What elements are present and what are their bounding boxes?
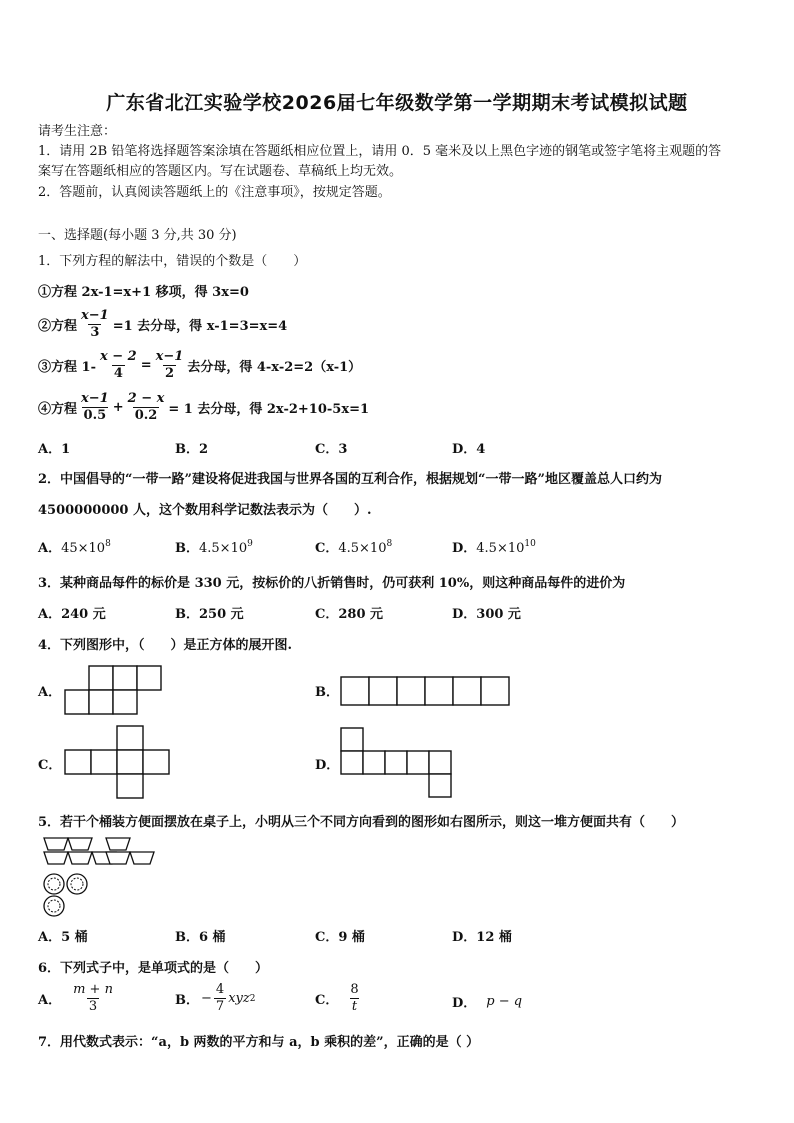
fraction-numerator: x−1 bbox=[81, 308, 109, 323]
q1-item-4-fraction-1 bbox=[79, 391, 111, 424]
cup-shape bbox=[106, 852, 130, 864]
q1-item-4-prefix: ④方程 bbox=[38, 402, 78, 417]
option-label: B． bbox=[175, 541, 199, 556]
fraction-numerator: 2 − x bbox=[127, 391, 165, 406]
cup-top-circle bbox=[67, 874, 87, 894]
net-square bbox=[91, 750, 117, 774]
option-label: A． bbox=[38, 541, 62, 556]
q1-option-d: D．4 bbox=[452, 442, 486, 457]
option-label: C． bbox=[315, 993, 339, 1008]
cup-shape bbox=[44, 838, 68, 850]
option-value: 4.5×10 bbox=[476, 541, 525, 556]
q3-option-c: C．280 元 bbox=[315, 607, 384, 622]
q1-item-2-prefix: ②方程 bbox=[38, 319, 78, 334]
net-square bbox=[65, 750, 91, 774]
q1-item-3-equals: = bbox=[140, 358, 152, 373]
fraction-denominator: 4 bbox=[113, 366, 123, 381]
cube-net-c-figure bbox=[64, 725, 174, 801]
q5-option-a: A．5 桶 bbox=[38, 930, 88, 945]
notice-line-1b: 案写在答题纸相应的答题区内。写在试题卷、草稿纸上均无效。 bbox=[38, 164, 403, 179]
net-square bbox=[143, 750, 169, 774]
page-title: 广东省北江实验学校2026届七年级数学第一学期期末考试模拟试题 bbox=[106, 92, 688, 114]
net-square bbox=[89, 666, 113, 690]
fraction-denominator: t bbox=[351, 999, 358, 1014]
q1-item-2-fraction bbox=[79, 308, 111, 341]
q3-option-a: A．240 元 bbox=[38, 607, 106, 622]
net-square bbox=[429, 751, 451, 774]
notice-line-2: 2．答题前，认真阅读答题纸上的《注意事项》，按规定答题。 bbox=[38, 185, 391, 200]
net-square bbox=[117, 726, 143, 750]
q3-option-d: D．300 元 bbox=[452, 607, 521, 622]
net-square bbox=[369, 677, 397, 705]
noodle-stack-views-figure bbox=[42, 836, 160, 920]
q2-line-2: 4500000000 人，这个数用科学记数法表示为（ ）. bbox=[38, 503, 372, 518]
net-square bbox=[117, 750, 143, 774]
q2-option-a bbox=[38, 537, 111, 556]
option-value: 45×10 bbox=[61, 541, 106, 556]
q4-label-b: B． bbox=[315, 685, 339, 700]
option-label: B． bbox=[175, 993, 199, 1008]
q1-item-3-fraction-1 bbox=[98, 349, 139, 382]
q4-stem: 4．下列图形中，（ ）是正方体的展开图. bbox=[38, 638, 293, 653]
cup-top-circle bbox=[44, 874, 64, 894]
fraction-numerator: 8 bbox=[350, 982, 359, 997]
q1-item-2-suffix: =1 去分母，得 x-1=3=x=4 bbox=[112, 319, 288, 334]
net-square bbox=[363, 751, 385, 774]
notice-line-1a: 1．请用 2B 铅笔将选择题答案涂填在答题纸相应位置上，请用 0．5 毫米及以上黑色字迹的钢笔或签字笔将主观题的答 bbox=[38, 144, 722, 159]
section-heading: 一、选择题(每小题 3 分,共 30 分) bbox=[38, 228, 237, 243]
q2-option-b bbox=[175, 537, 253, 556]
fraction-denominator: 2 bbox=[164, 366, 174, 381]
option-label: D． bbox=[452, 996, 477, 1011]
option-sign: − bbox=[201, 991, 212, 1006]
fraction-denominator: 0.5 bbox=[83, 408, 107, 423]
q6-stem: 6．下列式子中，是单项式的是（ ） bbox=[38, 961, 269, 976]
q5-option-c: C．9 桶 bbox=[315, 930, 365, 945]
fraction-numerator: x − 2 bbox=[99, 349, 137, 364]
cup-shape bbox=[68, 852, 92, 864]
q3-stem: 3．某种商品每件的标价是 330 元，按标价的八折销售时，仍可获利 10%，则这种商品每件的进价为 bbox=[38, 576, 626, 591]
q6-option-c bbox=[315, 982, 363, 1015]
net-square bbox=[397, 677, 425, 705]
q1-item-3-suffix: 去分母，得 4-x-2=2（x-1） bbox=[187, 360, 362, 375]
net-square bbox=[65, 690, 89, 714]
net-square bbox=[341, 728, 363, 751]
option-exponent: 8 bbox=[386, 539, 393, 549]
q1-stem: 1．下列方程的解法中，错误的个数是（ ） bbox=[38, 254, 307, 269]
q1-item-1: ①方程 2x-1=x+1 移项，得 3x=0 bbox=[38, 285, 249, 300]
q4-label-d: D． bbox=[315, 758, 340, 773]
net-square bbox=[341, 677, 369, 705]
fraction-denominator: 7 bbox=[215, 999, 225, 1014]
q2-option-c bbox=[315, 537, 392, 556]
q6-option-a-fraction bbox=[71, 982, 115, 1015]
q7-stem: 7．用代数式表示：“a，b 两数的平方和与 a，b 乘积的差”，正确的是（ ） bbox=[38, 1035, 480, 1050]
q5-option-d: D．12 桶 bbox=[452, 930, 512, 945]
fraction-denominator: 0.2 bbox=[134, 408, 158, 423]
option-label: A． bbox=[38, 993, 62, 1008]
q1-item-4-fraction-2 bbox=[126, 391, 167, 424]
fraction-numerator: x−1 bbox=[81, 391, 109, 406]
q1-item-4 bbox=[38, 391, 369, 424]
net-square bbox=[407, 751, 429, 774]
notice-heading: 请考生注意： bbox=[38, 124, 117, 139]
fraction-denominator: 3 bbox=[90, 325, 100, 340]
net-square bbox=[341, 751, 363, 774]
net-square bbox=[89, 690, 113, 714]
cube-net-d-figure bbox=[340, 727, 456, 799]
option-exponent: 2 bbox=[249, 993, 256, 1004]
cup-top-circle bbox=[44, 896, 64, 916]
q3-option-b: B．250 元 bbox=[175, 607, 244, 622]
cup-shape bbox=[106, 838, 130, 850]
fraction-denominator: 3 bbox=[88, 999, 98, 1014]
net-square bbox=[113, 690, 137, 714]
net-square bbox=[117, 774, 143, 798]
q1-item-3-prefix: ③方程 1- bbox=[38, 360, 96, 375]
option-value: 4.5×10 bbox=[338, 541, 387, 556]
option-exponent: 8 bbox=[105, 539, 111, 549]
q1-option-c: C．3 bbox=[315, 442, 348, 457]
net-square bbox=[481, 677, 509, 705]
net-square bbox=[429, 774, 451, 797]
q1-item-3-fraction-2 bbox=[154, 349, 186, 382]
q5-option-b: B．6 桶 bbox=[175, 930, 226, 945]
q6-option-a bbox=[38, 982, 117, 1015]
q2-line-1: 2．中国倡导的“一带一路”建设将促进我国与世界各国的互利合作，根据规划“一带一路”地区覆盖总人口约为 bbox=[38, 472, 662, 487]
fraction-numerator: m + n bbox=[73, 982, 113, 997]
option-variables: xyz bbox=[228, 991, 250, 1006]
option-exponent: 9 bbox=[247, 539, 253, 549]
option-label: D． bbox=[452, 541, 477, 556]
q6-option-b-fraction bbox=[214, 982, 226, 1015]
cup-shape bbox=[68, 838, 92, 850]
q1-item-4-plus: + bbox=[112, 400, 124, 415]
net-square bbox=[385, 751, 407, 774]
option-expression: p − q bbox=[486, 994, 523, 1009]
cup-shape bbox=[44, 852, 68, 864]
option-exponent: 10 bbox=[524, 539, 536, 549]
net-square bbox=[453, 677, 481, 705]
q1-option-a: A．1 bbox=[38, 442, 71, 457]
q4-label-a: A． bbox=[38, 685, 62, 700]
cup-shape bbox=[130, 852, 154, 864]
q1-item-2 bbox=[38, 308, 287, 341]
option-label: C． bbox=[315, 541, 339, 556]
q5-stem: 5．若干个桶装方便面摆放在桌子上，小明从三个不同方向看到的图形如右图所示，则这一堆方便面共有（ ） bbox=[38, 815, 685, 830]
q4-label-c: C． bbox=[38, 758, 62, 773]
q2-option-d bbox=[452, 537, 536, 556]
net-square bbox=[425, 677, 453, 705]
q1-option-b: B．2 bbox=[175, 442, 209, 457]
q6-option-c-fraction bbox=[348, 982, 360, 1015]
q1-item-4-suffix: = 1 去分母，得 2x-2+10-5x=1 bbox=[168, 402, 370, 417]
q1-item-3 bbox=[38, 349, 361, 382]
net-square bbox=[137, 666, 161, 690]
fraction-numerator: 4 bbox=[215, 982, 225, 997]
option-value: 4.5×10 bbox=[199, 541, 248, 556]
net-square bbox=[113, 666, 137, 690]
q6-option-d bbox=[452, 992, 522, 1011]
fraction-numerator: x−1 bbox=[155, 349, 184, 364]
q6-option-b bbox=[175, 982, 255, 1015]
cube-net-b-figure bbox=[340, 676, 512, 708]
cube-net-a-figure bbox=[64, 665, 166, 717]
